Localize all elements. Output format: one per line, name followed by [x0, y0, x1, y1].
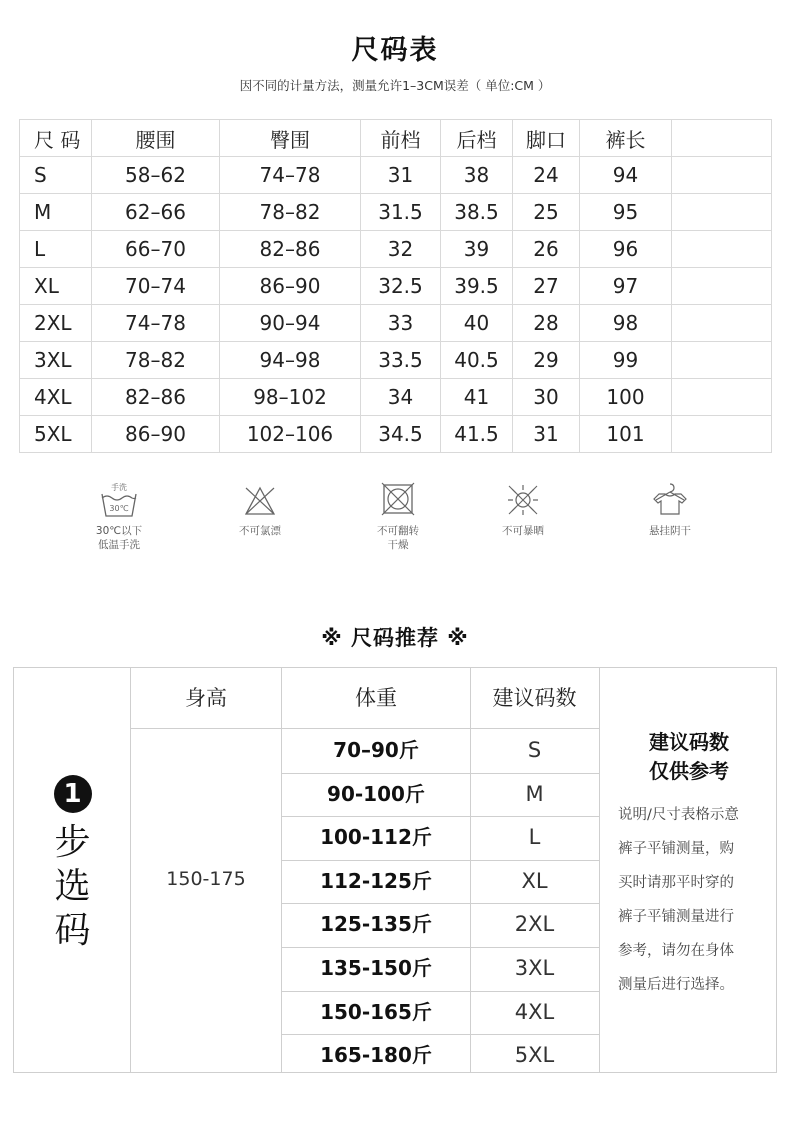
- size-cell: 2XL: [514, 912, 555, 937]
- table-cell: 58–62: [92, 157, 220, 194]
- table-cell: [672, 231, 772, 268]
- size-cell: M: [525, 781, 544, 806]
- svg-text:手洗: 手洗: [111, 483, 127, 492]
- table-cell: 86–90: [220, 268, 361, 305]
- table-cell: 98–102: [220, 379, 361, 416]
- step-char: 步: [54, 822, 91, 863]
- table-cell: 98: [580, 305, 672, 342]
- table-row: [20, 305, 772, 342]
- table-cell: 40: [441, 305, 513, 342]
- table-cell: 97: [580, 268, 672, 305]
- note-line: 说明/尺寸表格示意: [618, 807, 739, 823]
- step-char: 选: [54, 866, 91, 907]
- step-char: 码: [54, 910, 91, 951]
- table-cell: 96: [580, 231, 672, 268]
- table-cell: M: [20, 194, 92, 231]
- note-line: 买时请那平时穿的: [618, 875, 734, 891]
- no-tumble-dry-icon: [376, 480, 420, 520]
- table-cell: 101: [580, 416, 672, 453]
- table-cell: 41: [441, 379, 513, 416]
- size-recommend-table: [13, 667, 777, 1073]
- weight-cell: 150-165斤: [320, 999, 432, 1024]
- header-weight: 体重: [355, 686, 397, 710]
- hang-dry-icon: [648, 480, 692, 520]
- note-text: [600, 798, 778, 1002]
- table-row: [20, 416, 772, 453]
- table-cell: 5XL: [20, 416, 92, 453]
- table-cell: 39: [441, 231, 513, 268]
- size-cell: S: [527, 738, 542, 762]
- column-header: 后档: [441, 120, 513, 157]
- table-cell: 31: [361, 157, 441, 194]
- note-line: 裤子平铺测量进行: [618, 909, 734, 925]
- weight-cell: 165-180斤: [320, 1043, 432, 1068]
- column-header: [672, 120, 772, 157]
- table-cell: 32.5: [361, 268, 441, 305]
- measurement-note: 因不同的计量方法，测量允许1–3CM误差（ 单位:CM ）: [239, 78, 551, 93]
- header-size: 建议码数: [492, 686, 577, 710]
- table-cell: 25: [513, 194, 580, 231]
- weight-cell: 112-125斤: [320, 868, 432, 893]
- height-range: 150-175: [166, 868, 246, 890]
- care-label: 30℃以下: [95, 525, 143, 537]
- table-cell: 27: [513, 268, 580, 305]
- care-label: 低温手洗: [98, 539, 140, 551]
- table-cell: XL: [20, 268, 92, 305]
- care-no-tumble-dry: [343, 480, 453, 552]
- table-cell: 62–66: [92, 194, 220, 231]
- table-row: [20, 268, 772, 305]
- table-cell: 102–106: [220, 416, 361, 453]
- table-cell: 3XL: [20, 342, 92, 379]
- recommend-title: ※ 尺码推荐 ※: [321, 626, 469, 650]
- size-cell: 3XL: [514, 956, 555, 980]
- no-bleach-icon: [238, 480, 282, 520]
- table-cell: 82–86: [220, 231, 361, 268]
- table-cell: [672, 342, 772, 379]
- weight-cell: 125-135斤: [320, 912, 432, 937]
- table-cell: S: [20, 157, 92, 194]
- table-cell: 94–98: [220, 342, 361, 379]
- table-cell: 94: [580, 157, 672, 194]
- care-label: 不可氯漂: [239, 525, 281, 537]
- header-height: 身高: [185, 686, 227, 710]
- table-cell: 70–74: [92, 268, 220, 305]
- care-hand-wash: [64, 480, 174, 552]
- weight-cell: 70–90斤: [333, 738, 419, 762]
- note-line: 测量后进行选择。: [618, 977, 734, 993]
- table-cell: 41.5: [441, 416, 513, 453]
- column-header: 前档: [361, 120, 441, 157]
- table-cell: 29: [513, 342, 580, 379]
- column-header: 腰围: [92, 120, 220, 157]
- table-row: [20, 379, 772, 416]
- care-label: 不可翻转: [377, 525, 419, 537]
- care-label: 悬挂阴干: [649, 525, 691, 537]
- table-cell: 40.5: [441, 342, 513, 379]
- size-cell: L: [528, 825, 541, 850]
- table-cell: 2XL: [20, 305, 92, 342]
- note-title: 建议码数: [649, 730, 729, 754]
- care-label: 干燥: [387, 539, 409, 551]
- table-cell: [672, 194, 772, 231]
- column-header: 臀围: [220, 120, 361, 157]
- table-cell: 33.5: [361, 342, 441, 379]
- table-cell: 78–82: [92, 342, 220, 379]
- table-cell: 39.5: [441, 268, 513, 305]
- table-cell: 28: [513, 305, 580, 342]
- note-title: 仅供参考: [649, 759, 729, 783]
- table-cell: 24: [513, 157, 580, 194]
- table-cell: 100: [580, 379, 672, 416]
- table-header-row: [20, 120, 772, 157]
- table-cell: 95: [580, 194, 672, 231]
- hand-wash-icon: [97, 480, 141, 520]
- care-no-bleach: [205, 480, 315, 538]
- svg-text:30℃: 30℃: [109, 504, 129, 513]
- table-cell: 38.5: [441, 194, 513, 231]
- size-cell: XL: [521, 868, 548, 893]
- table-cell: 30: [513, 379, 580, 416]
- note-line: 参考，请勿在身体: [618, 943, 734, 959]
- table-row: [20, 194, 772, 231]
- table-cell: 82–86: [92, 379, 220, 416]
- table-cell: 86–90: [92, 416, 220, 453]
- step-number: 1: [54, 775, 92, 813]
- size-chart-table: [19, 119, 772, 453]
- table-cell: 90–94: [220, 305, 361, 342]
- weight-cell: 135-150斤: [320, 956, 432, 980]
- table-cell: 31: [513, 416, 580, 453]
- care-label: 不可暴晒: [502, 525, 544, 537]
- page-title: 尺码表: [351, 35, 439, 66]
- table-cell: 74–78: [92, 305, 220, 342]
- table-row: [20, 231, 772, 268]
- table-cell: 34.5: [361, 416, 441, 453]
- note-line: 裤子平铺测量，购: [618, 841, 734, 857]
- column-header: 尺 码: [20, 120, 92, 157]
- table-cell: 4XL: [20, 379, 92, 416]
- table-cell: 33: [361, 305, 441, 342]
- table-cell: 38: [441, 157, 513, 194]
- size-cell: 4XL: [514, 999, 555, 1024]
- table-cell: [672, 416, 772, 453]
- care-hang-dry: [615, 480, 725, 538]
- table-cell: 32: [361, 231, 441, 268]
- column-header: 脚口: [513, 120, 580, 157]
- table-cell: [672, 268, 772, 305]
- weight-cell: 100-112斤: [320, 825, 432, 850]
- table-cell: 99: [580, 342, 672, 379]
- table-cell: 26: [513, 231, 580, 268]
- table-cell: 31.5: [361, 194, 441, 231]
- no-sun-icon: [501, 480, 545, 520]
- table-cell: 78–82: [220, 194, 361, 231]
- recommend-note: [600, 728, 778, 1002]
- weight-cell: 90-100斤: [327, 781, 425, 806]
- table-cell: L: [20, 231, 92, 268]
- column-header: 裤长: [580, 120, 672, 157]
- table-cell: [672, 157, 772, 194]
- size-cell: 5XL: [514, 1043, 555, 1068]
- step-label: [14, 775, 131, 953]
- table-row: [20, 157, 772, 194]
- table-cell: 66–70: [92, 231, 220, 268]
- table-cell: 74–78: [220, 157, 361, 194]
- table-cell: [672, 305, 772, 342]
- table-cell: [672, 379, 772, 416]
- table-cell: 34: [361, 379, 441, 416]
- care-no-sun: [468, 480, 578, 538]
- table-row: [20, 342, 772, 379]
